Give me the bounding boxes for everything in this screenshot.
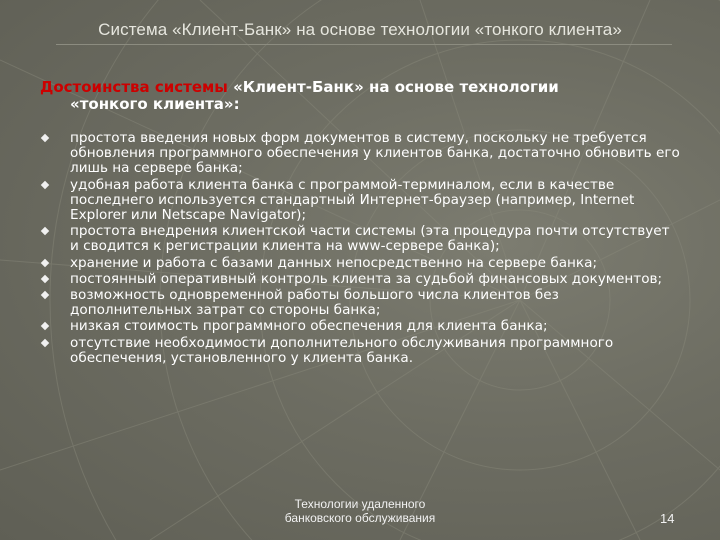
list-item	[40, 336, 680, 366]
list-item	[40, 272, 680, 287]
section-heading	[40, 79, 660, 113]
diamond-bullet-icon	[41, 227, 49, 235]
list-item	[40, 288, 680, 318]
section-heading-rest-line2: «тонкого клиента»:	[70, 95, 240, 113]
diamond-bullet-icon	[41, 338, 49, 346]
list-item-text: хранение и работа с базами данных непосредственно на сервере банка;	[70, 254, 598, 271]
list-item-text: простота внедрения клиентской части системы (эта процедура почти отсутствует и сводится к регистрации клиента на www-сервере банка);	[70, 223, 670, 255]
section-heading-lead: Достоинства системы	[40, 78, 228, 96]
list-item-text: низкая стоимость программного обеспечения для клиента банка;	[70, 318, 548, 335]
list-item	[40, 178, 680, 224]
diamond-bullet-icon	[41, 291, 49, 299]
list-item	[40, 224, 680, 254]
slide-title: Система «Клиент-Банк» на основе технологии «тонкого клиента»	[98, 20, 622, 39]
advantages-list	[40, 131, 680, 367]
diamond-bullet-icon	[41, 180, 49, 188]
title-divider	[56, 44, 672, 45]
list-item	[40, 256, 680, 271]
footer-caption	[260, 497, 460, 525]
diamond-bullet-icon	[41, 134, 49, 142]
list-item-text: постоянный оперативный контроль клиента за судьбой финансовых документов;	[70, 270, 663, 287]
list-item-text: удобная работа клиента банка с программой-терминалом, если в качестве последнего используется стандартный Интернет-браузер (например, Internet Explorer или Netscape Navigator);	[70, 176, 635, 224]
diamond-bullet-icon	[41, 275, 49, 283]
list-item-text: возможность одновременной работы большого числа клиентов без дополнительных затрат со стороны банка;	[70, 287, 559, 319]
diamond-bullet-icon	[41, 258, 49, 266]
list-item	[40, 319, 680, 334]
list-item-text: отсутствие необходимости дополнительного обслуживания программного обеспечения, установленного у клиента банка.	[70, 334, 614, 366]
list-item	[40, 131, 680, 177]
diamond-bullet-icon	[41, 322, 49, 330]
list-item-text: простота введения новых форм документов в систему, поскольку не требуется обновления программного обеспечения у клиентов банка, достаточно обновить его лишь на сервере банка;	[70, 130, 680, 177]
footer-line-1: Технологии удаленного	[294, 497, 426, 511]
section-heading-rest: «Клиент-Банк» на основе технологии	[227, 78, 559, 96]
footer-line-2: банковского обслуживания	[284, 511, 436, 525]
page-number: 14	[660, 511, 675, 526]
